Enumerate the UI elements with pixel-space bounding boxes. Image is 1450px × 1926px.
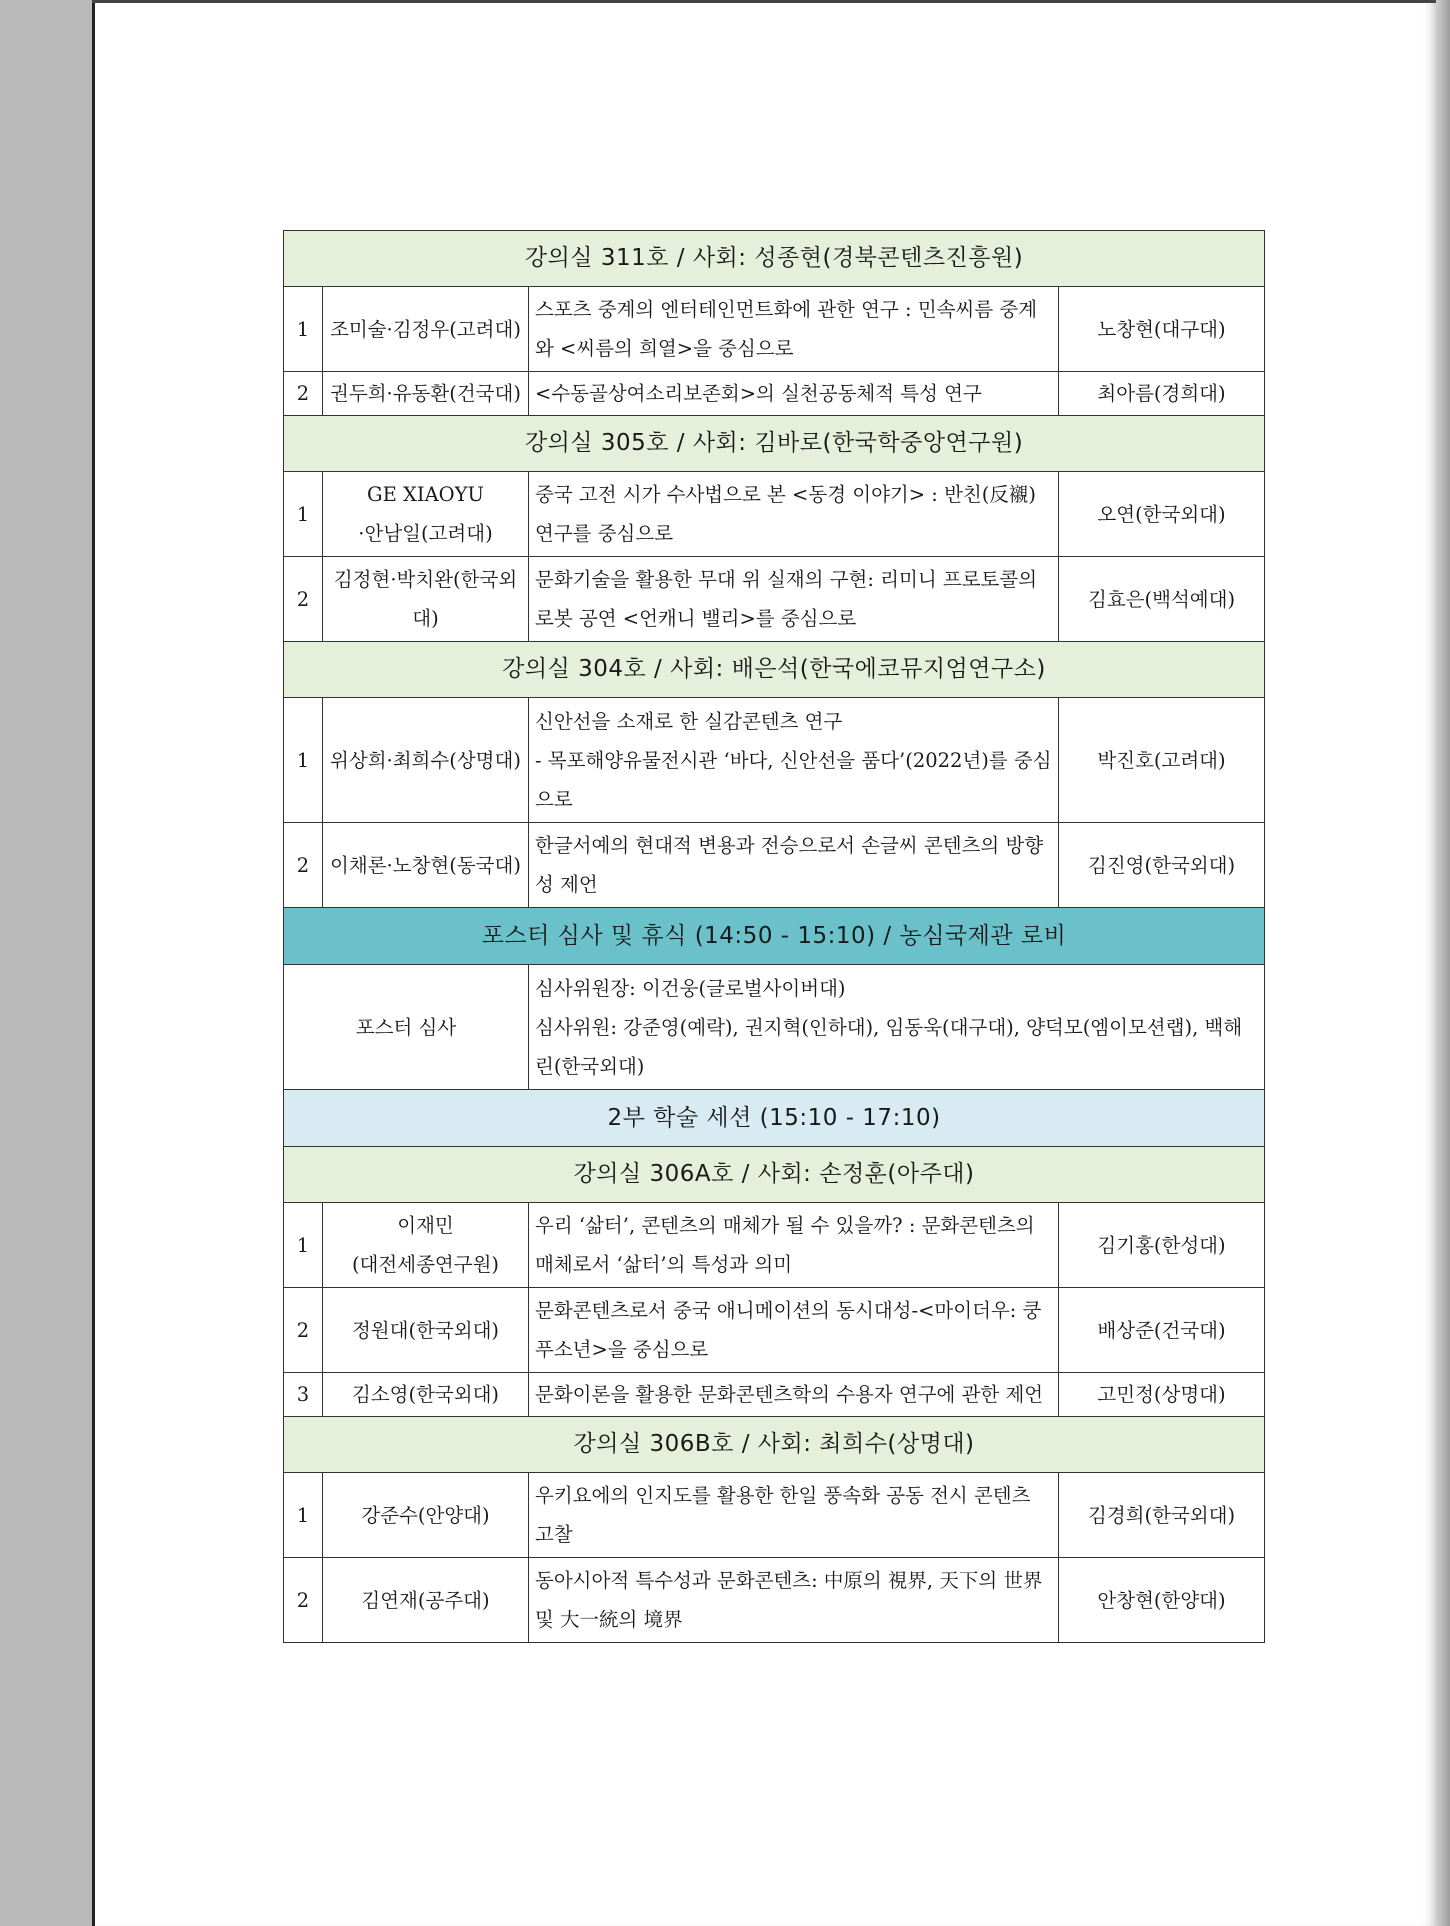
presentation-title: 우키요에의 인지도를 활용한 한일 풍속화 공동 전시 콘텐츠 고찰 — [529, 1473, 1059, 1558]
row-number: 2 — [284, 1558, 323, 1643]
presenter: 김소영(한국외대) — [323, 1373, 529, 1417]
presenter-line: ·안남일(고려대) — [358, 522, 493, 545]
presenter: 권두희·유동환(건국대) — [323, 372, 529, 416]
table-row — [284, 823, 1265, 908]
presenter: 김정현·박치완(한국외대) — [323, 557, 529, 642]
jury-members: 심사위원: 강준영(예락), 권지혁(인하대), 임동욱(대구대), 양덕모(엠이모션랩), 백해린(한국외대) — [535, 1015, 1243, 1078]
poster-break-header: 포스터 심사 및 휴식 (14:50 - 15:10) / 농심국제관 로비 — [284, 908, 1265, 965]
discussant: 박진호(고려대) — [1059, 698, 1265, 823]
jury-chair: 심사위원장: 이건웅(글로벌사이버대) — [535, 976, 846, 1000]
table-row — [284, 287, 1265, 372]
room-header: 강의실 305호 / 사회: 김바로(한국학중앙연구원) — [284, 416, 1265, 472]
room-header-row — [284, 1147, 1265, 1203]
presenter: 위상희·최희수(상명대) — [323, 698, 529, 823]
presenter-line: GE XIAOYU — [367, 483, 484, 506]
room-header-row — [284, 642, 1265, 698]
title-line: - 목포해양유물전시관 ‘바다, 신안선을 품다’(2022년)를 중심으로 — [535, 748, 1052, 811]
discussant: 김효은(백석예대) — [1059, 557, 1265, 642]
poster-row — [284, 965, 1265, 1090]
presenter-line: (대전세종연구원) — [351, 1253, 500, 1276]
session-header-row — [284, 1090, 1265, 1147]
table-row — [284, 698, 1265, 823]
table-row — [284, 1288, 1265, 1373]
presenter: 강준수(안양대) — [323, 1473, 529, 1558]
discussant: 김진영(한국외대) — [1059, 823, 1265, 908]
row-number: 3 — [284, 1373, 323, 1417]
poster-review-label: 포스터 심사 — [284, 965, 529, 1090]
presenter: 조미술·김정우(고려대) — [323, 287, 529, 372]
discussant: 노창현(대구대) — [1059, 287, 1265, 372]
presenter-line: 이재민 — [397, 1214, 454, 1237]
title-line: 신안선을 소재로 한 실감콘텐츠 연구 — [535, 709, 843, 733]
row-number: 2 — [284, 557, 323, 642]
session-header: 2부 학술 세션 (15:10 - 17:10) — [284, 1090, 1265, 1147]
room-header: 강의실 306A호 / 사회: 손정훈(아주대) — [284, 1147, 1265, 1203]
table-row — [284, 472, 1265, 557]
row-number: 2 — [284, 1288, 323, 1373]
discussant: 고민정(상명대) — [1059, 1373, 1265, 1417]
row-number: 2 — [284, 372, 323, 416]
room-header: 강의실 306B호 / 사회: 최희수(상명대) — [284, 1417, 1265, 1473]
row-number: 1 — [284, 287, 323, 372]
page-right-shadow — [1436, 0, 1450, 1926]
presentation-title: 우리 ‘삶터’, 콘텐츠의 매체가 될 수 있을까? : 문화콘텐츠의 매체로서 ‘삶터’의 특성과 의미 — [529, 1203, 1059, 1288]
presentation-title: 문화콘텐츠로서 중국 애니메이션의 동시대성-<마이더우: 쿵푸소년>을 중심으로 — [529, 1288, 1059, 1373]
poster-break-row — [284, 908, 1265, 965]
room-header-row — [284, 231, 1265, 287]
discussant: 배상준(건국대) — [1059, 1288, 1265, 1373]
poster-jury — [529, 965, 1265, 1090]
table-row — [284, 557, 1265, 642]
table-row — [284, 1473, 1265, 1558]
discussant: 안창현(한양대) — [1059, 1558, 1265, 1643]
row-number: 1 — [284, 698, 323, 823]
row-number: 1 — [284, 472, 323, 557]
presentation-title: <수동골상여소리보존회>의 실천공동체적 특성 연구 — [529, 372, 1059, 416]
presentation-title — [529, 698, 1059, 823]
table-row — [284, 1373, 1265, 1417]
room-header-row — [284, 416, 1265, 472]
row-number: 2 — [284, 823, 323, 908]
presentation-title: 문화이론을 활용한 문화콘텐츠학의 수용자 연구에 관한 제언 — [529, 1373, 1059, 1417]
discussant: 오연(한국외대) — [1059, 472, 1265, 557]
presenter: 김연재(공주대) — [323, 1558, 529, 1643]
presentation-title: 중국 고전 시가 수사법으로 본 <동경 이야기> : 반친(反襯) 연구를 중심으로 — [529, 472, 1059, 557]
row-number: 1 — [284, 1473, 323, 1558]
presenter: 이채론·노창현(동국대) — [323, 823, 529, 908]
discussant: 김경희(한국외대) — [1059, 1473, 1265, 1558]
page-top-edge — [92, 0, 1438, 3]
discussant: 김기홍(한성대) — [1059, 1203, 1265, 1288]
presentation-title: 문화기술을 활용한 무대 위 실재의 구현: 리미니 프로토콜의 로봇 공연 <언캐니 밸리>를 중심으로 — [529, 557, 1059, 642]
table-row — [284, 1558, 1265, 1643]
room-header: 강의실 304호 / 사회: 배은석(한국에코뮤지엄연구소) — [284, 642, 1265, 698]
table-row — [284, 372, 1265, 416]
schedule-table — [283, 230, 1265, 1643]
row-number: 1 — [284, 1203, 323, 1288]
room-header: 강의실 311호 / 사회: 성종현(경북콘텐츠진흥원) — [284, 231, 1265, 287]
presenter: 정원대(한국외대) — [323, 1288, 529, 1373]
table-row — [284, 1203, 1265, 1288]
discussant: 최아름(경희대) — [1059, 372, 1265, 416]
presenter — [323, 1203, 529, 1288]
presentation-title: 한글서예의 현대적 변용과 전승으로서 손글씨 콘텐츠의 방향성 제언 — [529, 823, 1059, 908]
room-header-row — [284, 1417, 1265, 1473]
presentation-title: 스포츠 중계의 엔터테인먼트화에 관한 연구 : 민속씨름 중계와 <씨름의 희열>을 중심으로 — [529, 287, 1059, 372]
presentation-title: 동아시아적 특수성과 문화콘텐츠: 中原의 視界, 天下의 世界 및 大一統의 境界 — [529, 1558, 1059, 1643]
presenter — [323, 472, 529, 557]
